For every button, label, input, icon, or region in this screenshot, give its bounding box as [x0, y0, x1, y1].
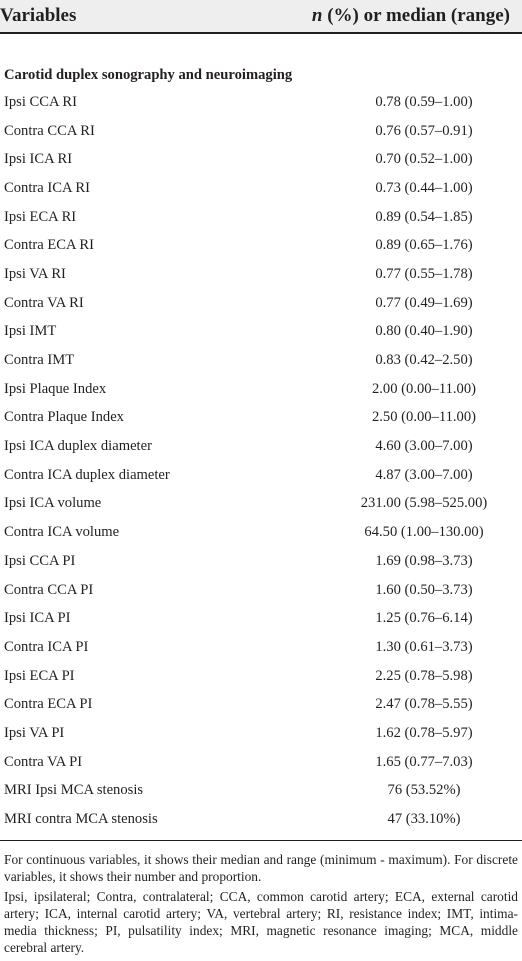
row-value: 0.76 (0.57–0.91)	[375, 122, 473, 139]
table-row	[0, 518, 522, 547]
row-variable-name: Ipsi ICA RI	[4, 151, 73, 168]
table-body	[0, 88, 522, 834]
table-row	[0, 719, 522, 748]
row-variable-name: Contra CCA PI	[4, 581, 94, 598]
row-variable-name: Ipsi VA PI	[4, 724, 65, 741]
table-row	[0, 318, 522, 347]
row-variable-name: Ipsi ECA PI	[4, 667, 75, 684]
row-value: 1.30 (0.61–3.73)	[375, 638, 473, 655]
row-value: 0.77 (0.55–1.78)	[375, 265, 473, 282]
row-value: 64.50 (1.00–130.00)	[364, 524, 484, 541]
row-value: 76 (53.52%)	[387, 782, 461, 799]
table-row	[0, 604, 522, 633]
row-variable-name: MRI Ipsi MCA stenosis	[4, 782, 144, 799]
row-value: 0.70 (0.52–1.00)	[375, 151, 473, 168]
row-value: 4.60 (3.00–7.00)	[375, 438, 473, 455]
row-value: 0.89 (0.65–1.76)	[375, 237, 473, 254]
table-row	[0, 404, 522, 433]
table-row	[0, 576, 522, 605]
row-value: 1.60 (0.50–3.73)	[375, 581, 473, 598]
row-variable-name: Ipsi IMT	[4, 323, 57, 340]
footnote-2: Ipsi, ipsilateral; Contra, contralateral; CCA, common carotid artery; ECA, external carotid artery; ICA, internal carotid artery; VA, vertebral artery; RI, resistance index; IMT, intima-media thickness; PI, pulsatility index; MRI, magnetic resonance imaging; MCA, middle cerebral artery.	[4, 888, 518, 955]
row-value: 2.47 (0.78–5.55)	[375, 696, 473, 713]
row-value: 0.73 (0.44–1.00)	[375, 179, 473, 196]
row-value: 1.62 (0.78–5.97)	[375, 724, 473, 741]
table-row	[0, 777, 522, 806]
table-row	[0, 145, 522, 174]
table-row	[0, 748, 522, 777]
table-row	[0, 117, 522, 146]
row-variable-name: Contra ICA RI	[4, 179, 90, 196]
row-value: 0.89 (0.54–1.85)	[375, 208, 473, 225]
row-variable-name: Contra CCA RI	[4, 122, 95, 139]
header-rule	[0, 32, 522, 34]
row-value: 2.00 (0.00–11.00)	[371, 380, 477, 397]
row-value: 4.87 (3.00–7.00)	[375, 466, 473, 483]
table-row	[0, 375, 522, 404]
table-row	[0, 88, 522, 117]
row-value: 0.78 (0.59–1.00)	[375, 93, 473, 110]
table-header	[0, 0, 522, 32]
table-row	[0, 203, 522, 232]
row-variable-name: MRI contra MCA stenosis	[4, 811, 158, 828]
table-row	[0, 231, 522, 260]
row-variable-name: Contra ICA duplex diameter	[4, 466, 170, 483]
row-variable-name: Contra ECA PI	[4, 696, 93, 713]
row-variable-name: Contra VA RI	[4, 294, 84, 311]
table-row	[0, 805, 522, 834]
row-variable-name: Ipsi ICA volume	[4, 495, 102, 512]
table-footnotes	[0, 841, 522, 956]
row-variable-name: Contra ICA volume	[4, 524, 120, 541]
section-title: Carotid duplex sonography and neuroimaging	[4, 67, 293, 83]
row-value: 1.69 (0.98–3.73)	[375, 552, 473, 569]
table-row	[0, 490, 522, 519]
table-row	[0, 547, 522, 576]
row-variable-name: Ipsi ICA duplex diameter	[4, 438, 152, 455]
table-row	[0, 662, 522, 691]
header-value-column	[312, 5, 510, 27]
table-row	[0, 260, 522, 289]
table-row	[0, 461, 522, 490]
row-value: 1.65 (0.77–7.03)	[375, 753, 473, 770]
row-variable-name: Ipsi CCA PI	[4, 552, 76, 569]
table-row	[0, 174, 522, 203]
row-variable-name: Contra Plaque Index	[4, 409, 124, 426]
footnote-1: For continuous variables, it shows their median and range (minimum - maximum). For discrete variables, it shows their number and proportion.	[4, 851, 518, 884]
row-variable-name: Ipsi VA RI	[4, 265, 66, 282]
row-variable-name: Ipsi ICA PI	[4, 610, 71, 627]
row-variable-name: Ipsi Plaque Index	[4, 380, 107, 397]
row-value: 231.00 (5.98–525.00)	[360, 495, 488, 512]
table-row	[0, 346, 522, 375]
header-value-rest: (%) or median (range)	[322, 5, 510, 26]
table-row	[0, 633, 522, 662]
row-value: 0.77 (0.49–1.69)	[375, 294, 473, 311]
row-value: 2.25 (0.78–5.98)	[375, 667, 473, 684]
header-n: n	[311, 5, 323, 26]
table-row	[0, 432, 522, 461]
table-row	[0, 289, 522, 318]
row-value: 0.83 (0.42–2.50)	[375, 352, 473, 369]
header-variables: Variables	[0, 5, 77, 26]
table-row	[0, 690, 522, 719]
row-variable-name: Contra IMT	[4, 352, 75, 369]
row-value: 2.50 (0.00–11.00)	[371, 409, 477, 426]
row-variable-name: Contra ICA PI	[4, 638, 89, 655]
row-variable-name: Contra VA PI	[4, 753, 83, 770]
row-variable-name: Ipsi CCA RI	[4, 93, 77, 110]
row-value: 0.80 (0.40–1.90)	[375, 323, 473, 340]
row-value: 47 (33.10%)	[387, 811, 461, 828]
row-value: 1.25 (0.76–6.14)	[375, 610, 473, 627]
row-variable-name: Ipsi ECA RI	[4, 208, 77, 225]
row-variable-name: Contra ECA RI	[4, 237, 94, 254]
